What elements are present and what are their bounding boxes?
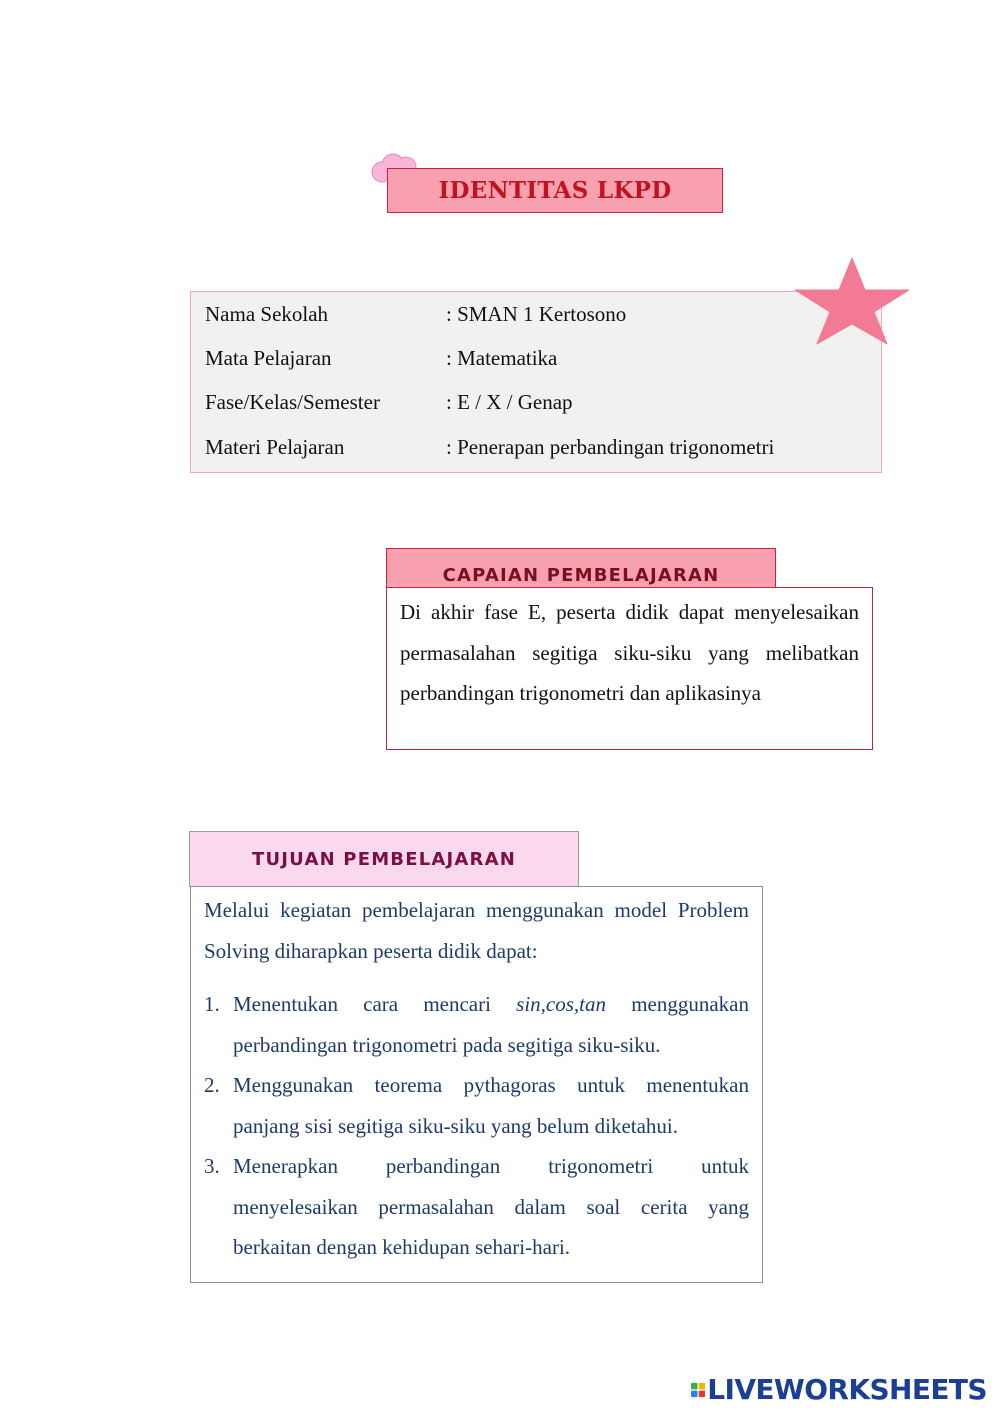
tujuan-list [204,984,749,1268]
identitas-box [190,291,882,473]
liveworksheets-logo[interactable] [691,1374,987,1406]
tujuan-list-item [204,1065,749,1146]
liveworksheets-logo-icon [691,1378,705,1402]
identitas-label: Fase/Kelas/Semester [205,390,380,414]
tujuan-item-text: Menerapkan perbandingan trigonometri untuk menyelesaikan permasalahan dalam soal cerita yang berkaitan dengan kehidupan sehari-hari. [233,1154,749,1259]
list-number: 2. [204,1073,220,1097]
identitas-label: Materi Pelajaran [205,435,345,459]
star-decoration-icon [794,257,910,345]
identitas-value: : SMAN 1 Kertosono [446,302,627,326]
tujuan-item-text-end: menggunakan perbandingan trigonometri pada segitiga siku-siku. [233,992,749,1057]
tujuan-item-text: Menggunakan teorema pythagoras untuk menentukan panjang sisi segitiga siku-siku yang belum diketahui. [233,1073,749,1138]
liveworksheets-logo-text: LIVEWORKSHEETS [707,1373,987,1406]
capaian-box [386,587,873,750]
tujuan-item-formula: sin,cos,tan [516,992,606,1016]
capaian-title: CAPAIAN PEMBELAJARAN [386,548,776,588]
tujuan-item-text [233,992,749,1057]
capaian-text: Di akhir fase E, peserta didik dapat menyelesaikan permasalahan segitiga siku-siku yang melibatkan perbandingan trigonometri dan aplikasinya [400,600,859,705]
identitas-value: : Matematika [446,346,558,370]
tujuan-list-item [204,1146,749,1268]
list-number: 3. [204,1154,220,1178]
identitas-value: : E / X / Genap [446,390,573,414]
tujuan-intro: Melalui kegiatan pembelajaran menggunakan model Problem Solving diharapkan peserta didik dapat: [204,898,749,963]
identitas-title: IDENTITAS LKPD [387,168,723,213]
identitas-value: : Penerapan perbandingan trigonometri [446,435,775,459]
tujuan-box [190,886,763,1283]
tujuan-title: TUJUAN PEMBELAJARAN [189,831,579,887]
tujuan-item-text-start: Menentukan cara mencari [233,992,517,1016]
identitas-label: Mata Pelajaran [205,346,332,370]
identitas-label: Nama Sekolah [205,302,329,326]
list-number: 1. [204,992,220,1016]
tujuan-list-item [204,984,749,1065]
